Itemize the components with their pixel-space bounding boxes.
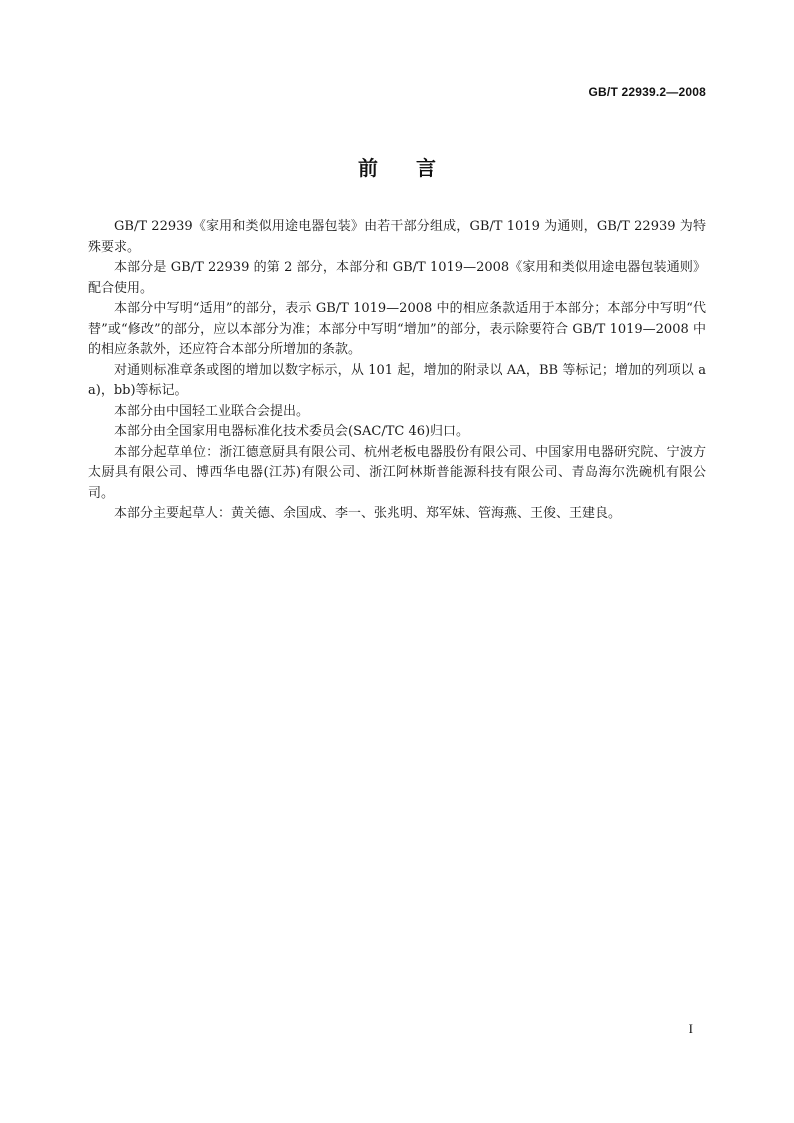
paragraph-proposer: 本部分由中国轻工业联合会提出。: [114, 403, 310, 419]
paragraph-part-relation: 本部分是 GB/T 22939 的第 2 部分，本部分和 GB/T 1019—2008《家用和类似用途电器包装通则》配合使用。: [88, 260, 706, 296]
standard-number: GB/T 22939.2—2008: [588, 85, 706, 99]
paragraph-drafting-units: 本部分起草单位：浙江德意厨具有限公司、杭州老板电器股份有限公司、中国家用电器研究院、宁波方太厨具有限公司、博西华电器(江苏)有限公司、浙江阿林斯普能源科技有限公司、青岛海尔洗碗机有限公司。: [88, 444, 706, 501]
page-title: 前言: [358, 156, 474, 180]
page-number: I: [688, 1021, 693, 1036]
preface-body: [88, 217, 706, 525]
paragraph-applicability: 本部分中写明“适用”的部分，表示 GB/T 1019—2008 中的相应条款适用于本部分；本部分中写明“代替”或“修改”的部分，应以本部分为准；本部分中写明“增加”的部分，表示除要符合 GB/T 1019—2008 中的相应条款外，还应符合本部分所增加的条款。: [88, 301, 706, 357]
paragraph-composition: GB/T 22939《家用和类似用途电器包装》由若干部分组成，GB/T 1019 为通则，GB/T 22939 为特殊要求。: [88, 219, 706, 255]
paragraph-committee: 本部分由全国家用电器标准化技术委员会(SAC/TC 46)归口。: [114, 424, 470, 439]
paragraph-drafters: 本部分主要起草人：黄关德、余国成、李一、张兆明、郑军妹、管海燕、王俊、王建良。: [114, 506, 622, 521]
paragraph-numbering: 对通则标准章条或图的增加以数字标示，从 101 起，增加的附录以 AA，BB 等标记；增加的列项以 aa)，bb)等标记。: [88, 362, 706, 398]
